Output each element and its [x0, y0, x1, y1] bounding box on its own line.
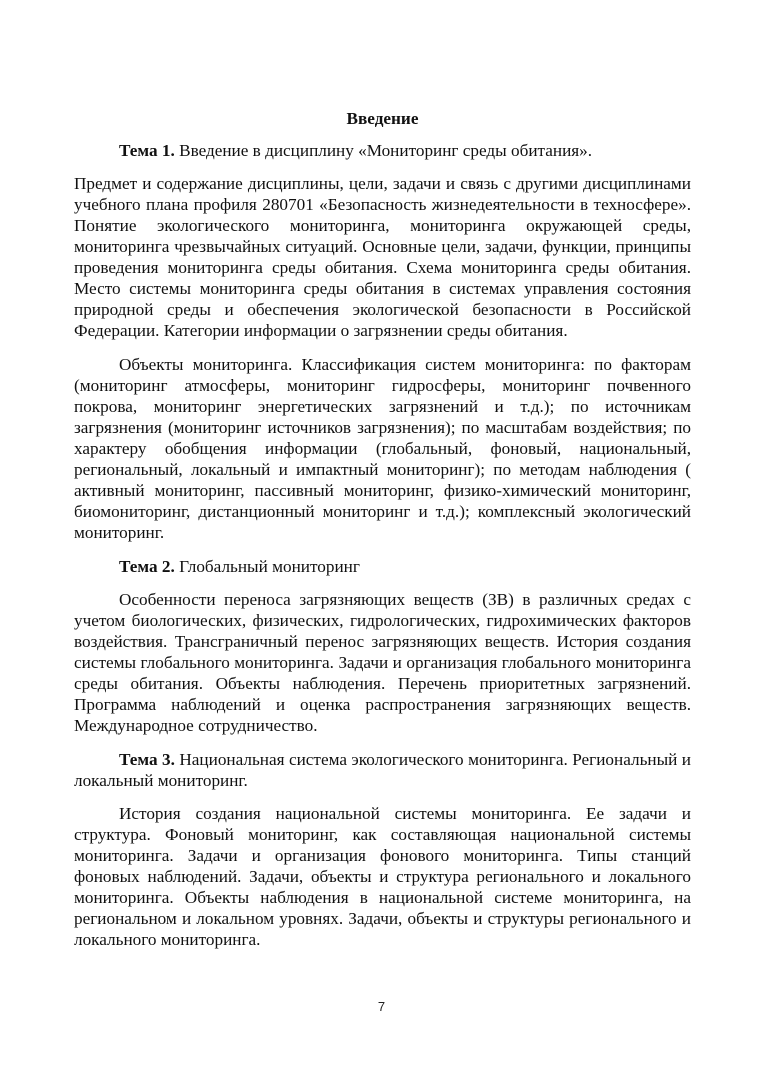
topic-1-paragraph-2: Объекты мониторинга. Классификация систем мониторинга: по факторам (мониторинг атмосферы, мониторинг гидросферы, мониторинг почвенного покрова, мониторинг энергетических загрязнений и т.д.); по источникам загрязнения (мониторинг источников загрязнения); по масштабам воздействия; по характеру обобщения информации (глобальный, фоновый, национальный, региональный, локальный и импактный мониторинг); по методам наблюдения ( активный мониторинг, пассивный мониторинг, физико-химический мониторинг, биомониторинг, дистанционный мониторинг и т.д.); комплексный экологический мониторинг. — [74, 355, 691, 542]
topic-1-paragraph-1: Предмет и содержание дисциплины, цели, задачи и связь с другими дисциплинами учебного плана профиля 280701 «Безопасность жизнедеятельности в техносфере». Понятие экологического мониторинга, мониторинга окружающей среды, мониторинга чрезвычайных ситуаций. Основные цели, задачи, функции, принципы проведения мониторинга среды обитания. Схема мониторинга среды обитания. Место системы мониторинга среды обитания в системах управления состояния природной среды и обеспечения экологической безопасности в Российской Федерации. Категории информации о загрязнении среды обитания. — [74, 174, 691, 340]
topic-3-title: Национальная система экологического мониторинга. Региональный и локальный мониторинг. — [74, 750, 691, 790]
topic-3-paragraph-1: История создания национальной системы мониторинга. Ее задачи и структура. Фоновый мониторинг, как составляющая национальной системы мониторинга. Задачи и организация фонового мониторинга. Типы станций фоновых наблюдений. Задачи, объекты и структура регионального и локального мониторинга. Объекты наблюдения в национальной системе мониторинга, на региональном и локальном уровнях. Задачи, объекты и структуры регионального и локального мониторинга. — [74, 804, 691, 949]
section-title: Введение — [346, 109, 419, 128]
topic-2-paragraph-1: Особенности переноса загрязняющих веществ (ЗВ) в различных средах с учетом биологических, физических, гидрологических, гидрохимических факторов воздействия. Трансграничный перенос загрязняющих веществ. История создания системы глобального мониторинга. Задачи и организация глобального мониторинга среды обитания. Объекты наблюдения. Перечень приоритетных загрязнений. Программа наблюдений и оценка распространения загрязняющих веществ. Международное сотрудничество. — [74, 590, 691, 735]
topic-2-title: Глобальный мониторинг — [174, 557, 360, 576]
topic-3-label: Тема 3. — [119, 750, 175, 769]
topic-1-label: Тема 1. — [119, 141, 175, 160]
topic-2-label: Тема 2. — [119, 557, 175, 576]
topic-1-heading — [74, 140, 691, 161]
topic-1-title: Введение в дисциплину «Мониторинг среды обитания». — [174, 141, 593, 160]
page-number: 7 — [377, 999, 386, 1014]
document-page — [74, 108, 691, 963]
topic-2-heading — [74, 556, 691, 577]
topic-3-heading — [74, 749, 691, 791]
